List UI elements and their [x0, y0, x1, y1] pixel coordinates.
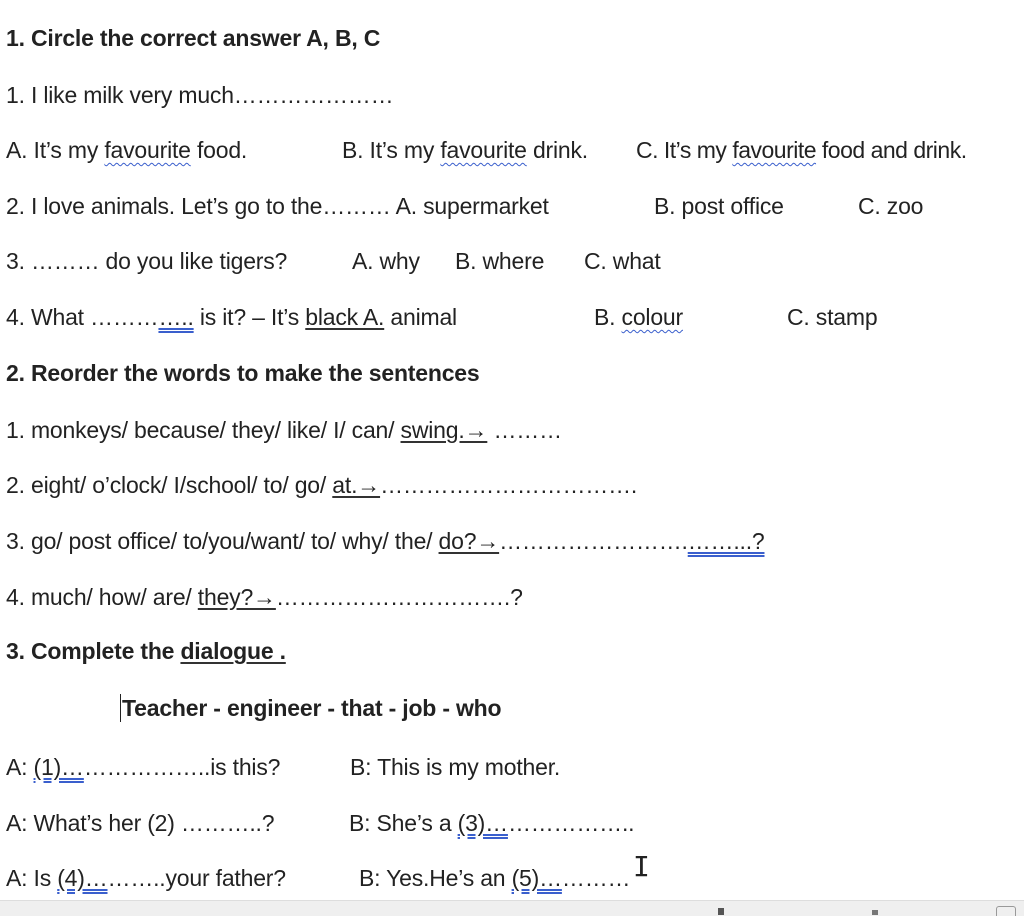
reorder-item-2: [6, 470, 637, 500]
dialogue-2-b-rest: ……………..: [507, 810, 635, 836]
question-3: 3. ……… do you like tigers?: [6, 248, 288, 274]
reorder-item-1-words: 1. monkeys/ because/ they/ like/ I/ can/: [6, 417, 401, 443]
question-1: 1. I like milk very much…………………: [6, 82, 394, 108]
q3-option-a: A. why: [352, 248, 420, 274]
reorder-item-2-underlined: at.→: [332, 472, 381, 498]
dialogue-line-1-a: [6, 752, 280, 782]
bottom-scrollbar[interactable]: [0, 900, 1024, 916]
dialogue-line-2-a: A: What’s her (2) ………..?: [6, 810, 275, 836]
reorder-item-4: [6, 582, 523, 612]
reorder-item-3-blank: …………………….: [499, 528, 688, 554]
dialogue-blank-3: (3)…: [457, 810, 508, 836]
q1-option-a-text: A. It’s my: [6, 137, 105, 163]
q2-option-c: C. zoo: [858, 193, 924, 219]
dialogue-3-b-rest: ………: [561, 865, 631, 891]
dialogue-line-2-b: [349, 808, 634, 838]
reorder-item-2-blank: …………………………….: [380, 472, 638, 498]
q1-option-a-end: food.: [190, 137, 248, 163]
dialogue-blank-1: (1)…: [33, 754, 84, 780]
reorder-item-1-blank: ………: [487, 417, 562, 443]
q4-option-c: C. stamp: [787, 304, 878, 330]
q1-option-b: [342, 135, 588, 165]
section3-heading-underlined: dialogue .: [180, 638, 286, 664]
text-cursor-ibeam-icon: I: [633, 850, 650, 883]
q4-black-underlined: black A.: [305, 304, 385, 330]
dialogue-blank-5: (5)…: [511, 865, 562, 891]
q4-blank-underlined: …..: [158, 304, 194, 330]
reorder-item-4-underlined: they?→: [197, 584, 276, 610]
word-box: [120, 693, 501, 723]
reorder-item-1-underlined: swing.→: [400, 417, 488, 443]
reorder-item-4-blank: ………………………….?: [275, 584, 523, 610]
dialogue-3-a-rest: ……..your father?: [107, 865, 286, 891]
dialogue-1-a-rest: ……………..is this?: [83, 754, 281, 780]
q1-option-b-text: B. It’s my: [342, 137, 441, 163]
reorder-item-3-words: 3. go/ post office/ to/you/want/ to/ why/ the/: [6, 528, 439, 554]
q1-option-b-end: drink.: [526, 137, 588, 163]
q4-text-mid: is it? – It’s: [193, 304, 306, 330]
word-box-text: Teacher - engineer - that - job - who: [122, 695, 502, 721]
scroll-marker-icon: [872, 910, 878, 915]
dialogue-blank-4: (4)…: [57, 865, 108, 891]
q3-option-b: B. where: [455, 248, 545, 274]
q1-option-c-spell: favourite: [732, 137, 817, 163]
q3-option-c: C. what: [584, 248, 661, 274]
question-2: 2. I love animals. Let’s go to the……… A. supermarket: [6, 193, 549, 219]
reorder-item-3-blank-underlined: ……...?: [687, 528, 765, 554]
dialogue-2-speaker-b: B: She’s a: [349, 810, 458, 836]
scroll-marker-icon: [718, 908, 724, 915]
q4-option-b-word: colour: [621, 304, 683, 330]
dialogue-line-3-b: [359, 863, 630, 893]
reorder-item-1: [6, 415, 562, 445]
section3-heading-text: 3. Complete the: [6, 638, 181, 664]
dialogue-line-3-a: [6, 863, 286, 893]
q4-option-a: animal: [384, 304, 457, 330]
text-cursor: [120, 694, 121, 722]
dialogue-1-speaker-a: A:: [6, 754, 34, 780]
q4-option-b: [594, 302, 683, 332]
section1-heading: 1. Circle the correct answer A, B, C: [6, 25, 381, 51]
section2-heading: 2. Reorder the words to make the sentences: [6, 360, 480, 386]
reorder-item-2-words: 2. eight/ o’clock/ I/school/ to/ go/: [6, 472, 333, 498]
reorder-item-3: [6, 526, 764, 556]
q1-option-b-spell: favourite: [440, 137, 527, 163]
q4-option-b-prefix: B.: [594, 304, 622, 330]
q1-option-c: [636, 135, 967, 165]
q1-option-c-text: C. It’s my: [636, 137, 733, 163]
q1-option-a-spell: favourite: [104, 137, 191, 163]
q2-option-b: B. post office: [654, 193, 784, 219]
dialogue-3-speaker-b: B: Yes.He’s an: [359, 865, 512, 891]
dialogue-line-1-b: B: This is my mother.: [350, 754, 561, 780]
q1-option-a: [6, 135, 247, 165]
reorder-item-4-words: 4. much/ how/ are/: [6, 584, 198, 610]
dialogue-3-speaker-a: A: Is: [6, 865, 58, 891]
question-4: [6, 302, 457, 332]
section3-heading: [6, 636, 286, 666]
q4-text-start: 4. What ………: [6, 304, 159, 330]
q1-option-c-end: food and drink.: [816, 137, 967, 163]
reorder-item-3-underlined: do?→: [438, 528, 500, 554]
